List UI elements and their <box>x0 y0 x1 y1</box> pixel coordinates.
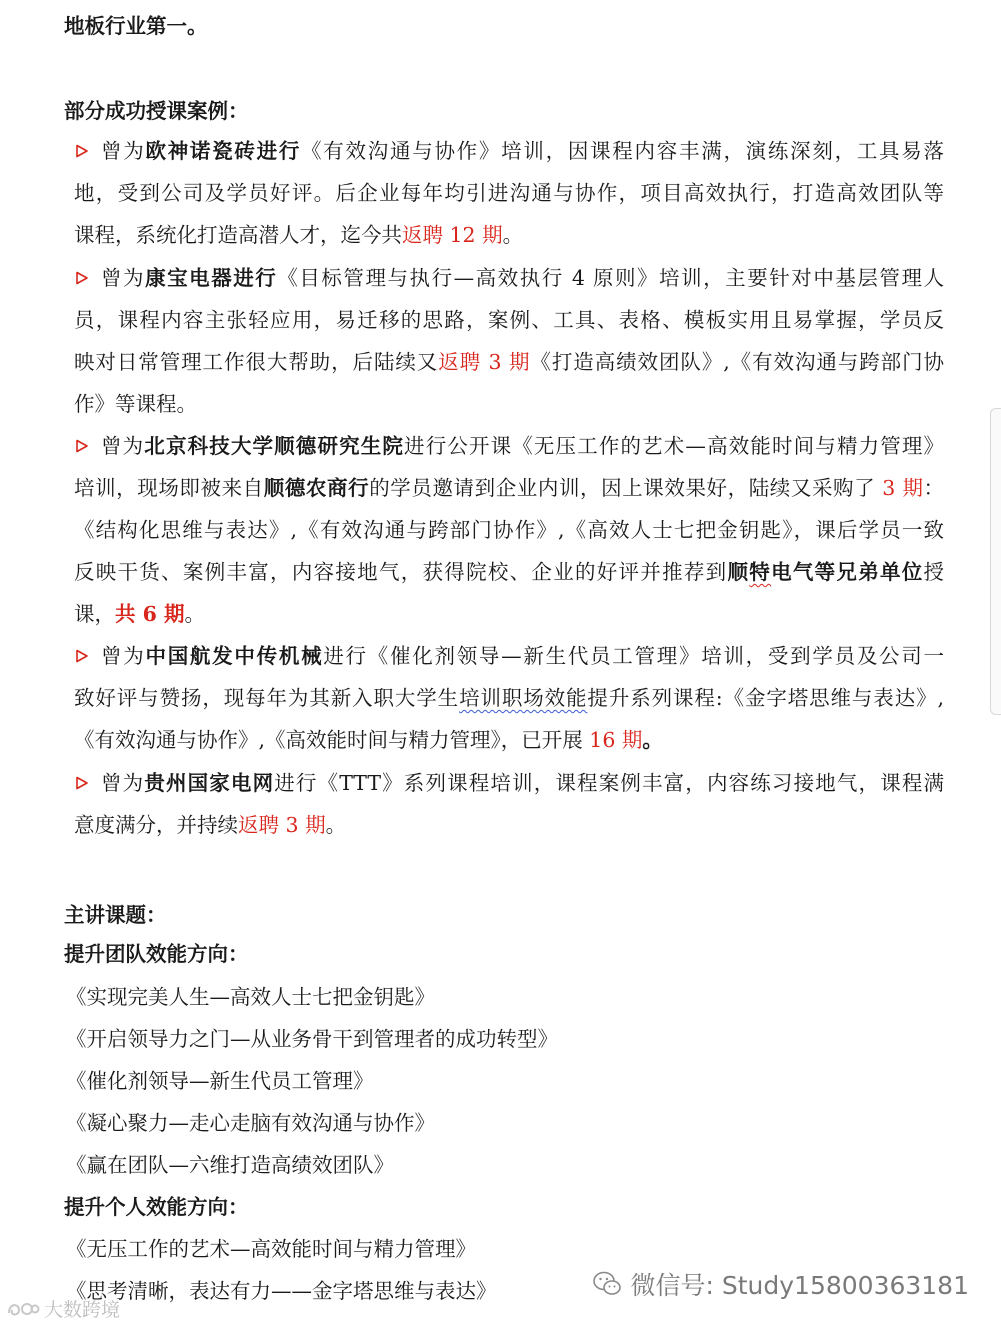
team-heading: 提升团队效能方向： <box>64 942 249 966</box>
case-text: 进行《TTT》系列课程培训，课程案例丰富，内容练习接地气，课程满 <box>274 771 945 795</box>
case-text: 作》等课程。 <box>74 392 197 416</box>
case-line <box>74 180 944 206</box>
case-text: 课程，系统化打造高潜人才，迄今共 <box>74 223 402 247</box>
case-text: 致好评与赞扬，现每年为其新入职大学生 <box>74 686 460 710</box>
highlight-count: 返聘 3 期 <box>238 813 326 837</box>
course-item: 《赢在团队—六维打造高绩效团队》 <box>66 1153 394 1177</box>
highlight-count: 共 6 期 <box>115 602 185 626</box>
case-text: 曾为 <box>101 644 146 668</box>
course-item: 《无压工作的艺术—高效能时间与精力管理》 <box>66 1237 476 1261</box>
highlight-count: 16 期 <box>589 728 643 752</box>
case-line <box>74 307 944 333</box>
highlight-count: 返聘 12 期 <box>402 223 503 247</box>
bullet-triangle-icon <box>75 271 89 285</box>
course-item: 《催化剂领导—新生代员工管理》 <box>66 1069 374 1093</box>
case-text: ： <box>923 476 945 500</box>
case-line <box>74 222 944 248</box>
case-text: 课， <box>74 602 115 626</box>
case-text: 映对日常管理工作很大帮助，后陆续又 <box>74 350 439 374</box>
client-name: 中国航发中传机械 <box>145 644 324 668</box>
case-text: 。 <box>184 602 206 626</box>
case-text: 。 <box>325 813 347 837</box>
brand-text: 大数跨境 <box>44 1299 121 1321</box>
case-text: 曾为 <box>101 139 146 163</box>
case-text: 曾为 <box>101 266 146 290</box>
case-text: 反映干货、案例丰富，内容接地气，获得院校、企业的好评并推荐到 <box>74 560 728 584</box>
bullet-triangle-icon <box>75 776 89 790</box>
case-text: 意度满分，并持续 <box>74 813 238 837</box>
client-name: 电气等兄弟单位 <box>771 560 924 584</box>
case-line <box>74 475 944 501</box>
client-name: 顺德农商行 <box>263 476 370 500</box>
case-line <box>101 770 944 796</box>
bullet-triangle-icon <box>75 439 89 453</box>
case-text: 授 <box>923 560 945 584</box>
case-text: 《目标管理与执行—高效执行 4 原则》培训，主要针对中基层管理人 <box>277 266 945 290</box>
cases-heading: 部分成功授课案例： <box>64 99 249 123</box>
client-name: 康宝电器进行 <box>145 266 278 290</box>
client-name: 特 <box>749 560 772 584</box>
course-item: 《实现完美人生—高效人士七把金钥匙》 <box>66 985 435 1009</box>
brand-logo-icon <box>6 1298 40 1320</box>
client-name: 顺 <box>727 560 750 584</box>
case-line <box>74 727 944 753</box>
scrollbar-handle[interactable] <box>990 408 1001 715</box>
case-text: 提升系列课程:《金字塔思维与表达》, <box>587 686 945 710</box>
bullet-triangle-icon <box>75 649 89 663</box>
case-line <box>101 265 944 291</box>
client-name: 北京科技大学顺德研究生院 <box>144 434 405 458</box>
case-text: 进行《催化剂领导—新生代员工管理》培训，受到学员及公司一 <box>323 644 945 668</box>
case-text: 曾为 <box>101 434 145 458</box>
case-line <box>74 349 944 375</box>
case-line <box>74 685 944 711</box>
case-line <box>74 601 944 627</box>
highlight-count: 3 期 <box>882 476 924 500</box>
case-text: 培训，现场即被来自 <box>74 476 264 500</box>
course-item: 《开启领导力之门—从业务骨干到管理者的成功转型》 <box>66 1027 558 1051</box>
watermark-text: 微信号: Study15800363181 <box>630 1271 969 1300</box>
case-line <box>74 559 944 585</box>
case-text: 的学员邀请到企业内训，因上课效果好，陆续又采购了 <box>369 476 883 500</box>
case-text: 《结构化思维与表达》,《有效沟通与跨部门协作》,《高效人士七把金钥匙》，课后学员一致 <box>74 518 944 542</box>
case-line <box>74 391 944 417</box>
case-text: 培训职场效能 <box>459 686 588 710</box>
personal-heading: 提升个人效能方向： <box>64 1195 249 1219</box>
case-line <box>101 643 944 669</box>
intro-tail-text: 地板行业第一。 <box>64 14 208 38</box>
case-text: 《打造高绩效团队》,《有效沟通与跨部门协 <box>530 350 945 374</box>
case-text: 员，课程内容主张轻应用，易迁移的思路，案例、工具、表格、模板实用且易掌握，学员反 <box>74 308 944 332</box>
highlight-count: 返聘 3 期 <box>438 350 531 374</box>
client-name: 。 <box>642 728 663 752</box>
case-text: 《有效沟通与协作》,《高效能时间与精力管理》，已开展 <box>74 728 590 752</box>
course-item: 《凝心聚力—走心走脑有效沟通与协作》 <box>66 1111 435 1135</box>
client-name: 欧神诺瓷砖进行 <box>145 139 302 163</box>
case-text: 进行公开课《无压工作的艺术—高效能时间与精力管理》 <box>404 434 945 458</box>
wechat-watermark <box>592 1266 969 1302</box>
case-text: 地，受到公司及学员好评。后企业每年均引进沟通与协作，项目高效执行，打造高效团队等 <box>74 181 944 205</box>
topics-heading: 主讲课题： <box>64 903 167 927</box>
case-line <box>101 433 944 459</box>
case-line <box>74 517 944 543</box>
case-line <box>101 138 944 164</box>
wechat-icon <box>592 1270 622 1298</box>
client-name: 贵州国家电网 <box>144 771 275 795</box>
brand-logo <box>6 1295 120 1322</box>
case-text: 曾为 <box>101 771 145 795</box>
case-line <box>74 812 944 838</box>
bullet-triangle-icon <box>75 144 89 158</box>
course-item: 《思考清晰，表达有力——金字塔思维与表达》 <box>66 1279 497 1303</box>
case-text: 《有效沟通与协作》培训，因课程内容丰满，演练深刻，工具易落 <box>301 139 945 163</box>
case-text: 。 <box>502 223 524 247</box>
